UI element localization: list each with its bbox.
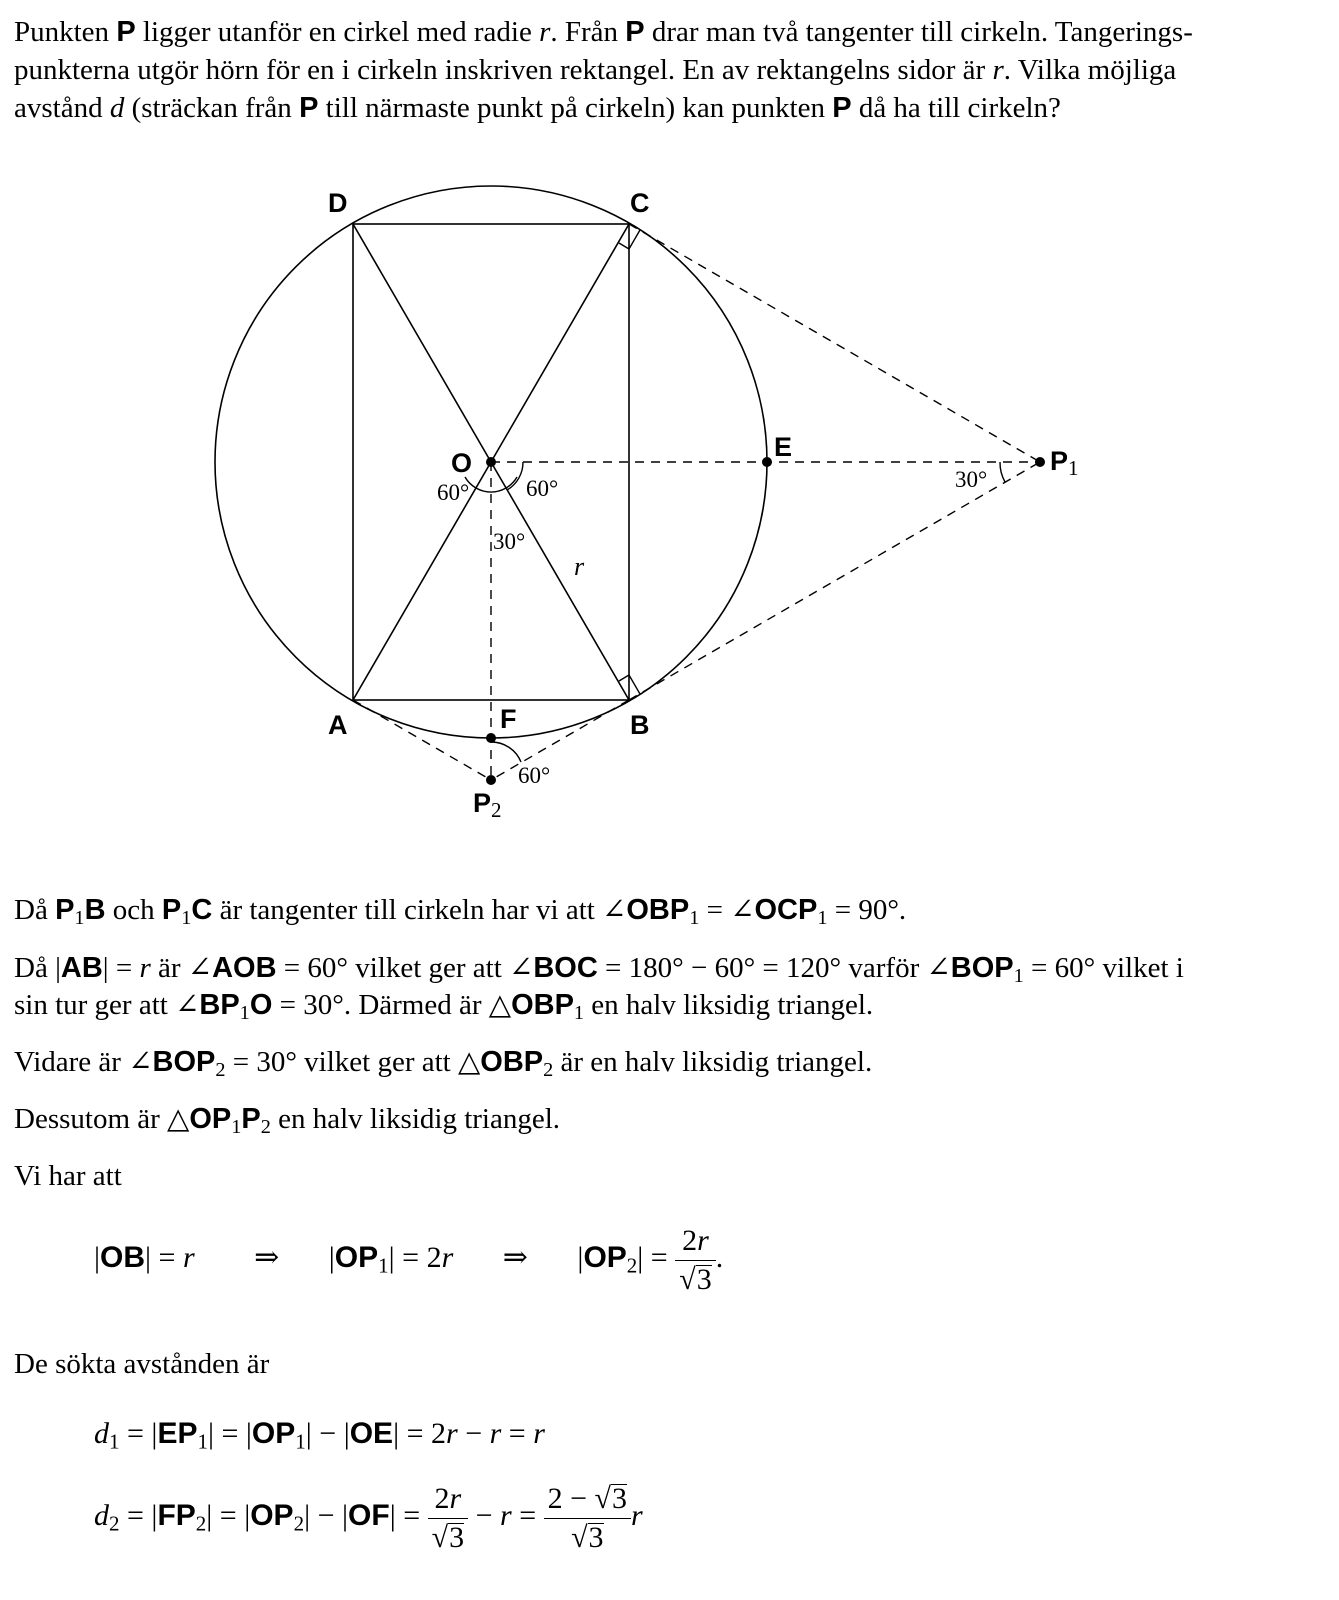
text: punkterna utgör hörn för en i cirkeln inskriven rektangel. En av rektangelns sidor är	[14, 54, 993, 86]
equation-chain: |OB| = r ⇒ $|OP_1| = 2r$ ⇒ $|OP_2|$ = $\frac{2r}{√3}$ .	[94, 1223, 724, 1296]
subscript: 1	[74, 907, 85, 930]
solution-line-5: Vi har att	[14, 1160, 122, 1192]
math-bold: C	[191, 894, 213, 926]
subscript: 1	[239, 1002, 250, 1025]
math-bold: OP	[334, 1241, 379, 1274]
math-var: d	[109, 92, 125, 124]
math-bold: OBP	[480, 1046, 544, 1078]
equation-d2: $d_2 = |FP_2| = |OP_2| - |OF|$ = $\frac{2r}{√3}$ − r = $\frac{2 - √3}{√3}$ r	[94, 1481, 643, 1554]
subscript: 1	[573, 1002, 585, 1025]
text: Dessutom är △	[14, 1103, 190, 1135]
angle-arc-f	[491, 742, 521, 762]
math-bold: OBP	[626, 894, 690, 926]
text: = 30°. Därmed är △	[272, 989, 512, 1021]
math-num: 2	[431, 1417, 446, 1450]
radicand: 3	[449, 1520, 465, 1554]
math-bold: B	[84, 894, 106, 926]
angle-arc-p1	[1000, 462, 1005, 482]
point-f	[486, 733, 496, 743]
math-bold: EP	[157, 1417, 198, 1450]
math-var: r	[533, 1417, 545, 1450]
math-bold: OB	[100, 1241, 146, 1274]
subscript: 2	[260, 1116, 271, 1139]
angle-p2: 60°	[518, 763, 551, 788]
text: är ∠	[150, 952, 213, 984]
text: en halv liksidig triangel.	[584, 989, 874, 1021]
label-d: D	[328, 188, 348, 218]
text: ligger utanför en cirkel med radie	[135, 16, 540, 48]
subscript: 1	[378, 1253, 389, 1278]
math-var: r	[446, 1417, 458, 1450]
radicand: 3	[612, 1481, 628, 1515]
subscript: 1	[197, 1429, 208, 1454]
subscript: 2	[293, 1511, 305, 1536]
subscript: 2	[109, 1511, 120, 1536]
subscript: 1	[689, 907, 700, 930]
math-bold: AOB	[212, 952, 277, 984]
math-bold: OP	[251, 1417, 296, 1450]
text: avstånd	[14, 92, 110, 124]
label-p1: P1	[1050, 446, 1079, 480]
math-bold: OF	[348, 1499, 390, 1532]
subscript: 1	[109, 1429, 120, 1454]
math-var: r	[992, 54, 1004, 86]
point-label: P	[625, 16, 645, 48]
point-o	[486, 457, 496, 467]
text: = 180° − 60° = 120° varför ∠	[597, 952, 951, 984]
math-bold: AB	[60, 952, 103, 984]
text: = 60° vilket i	[1023, 952, 1184, 984]
radicand: 3	[588, 1520, 604, 1554]
text: Vidare är ∠	[14, 1046, 153, 1078]
text: är tangenter till cirkeln har vi att ∠	[212, 894, 627, 926]
point-label: P	[116, 16, 136, 48]
math-num: 2	[426, 1241, 442, 1274]
fraction	[544, 1482, 631, 1555]
text: = 60° vilket ger att ∠	[276, 952, 534, 984]
point-label: P	[832, 92, 852, 124]
math-var: d	[94, 1417, 109, 1450]
text: sin tur ger att ∠	[14, 989, 200, 1021]
text: till närmaste punkt på cirkeln) kan punkten	[318, 92, 833, 124]
point-p1	[1035, 457, 1045, 467]
math-var: d	[94, 1499, 109, 1532]
solution-line-2a	[14, 950, 1184, 987]
subscript: 1	[1013, 965, 1024, 988]
math-var: r	[441, 1241, 454, 1274]
implies-arrow: ⇒	[254, 1241, 280, 1274]
math-var: r	[500, 1499, 512, 1532]
math-var: r	[539, 16, 551, 48]
subscript: 2	[195, 1511, 207, 1536]
text: en halv liksidig triangel.	[270, 1103, 561, 1135]
text: Då	[14, 894, 56, 926]
math-bold: P	[161, 894, 182, 926]
radicand: 3	[696, 1262, 712, 1296]
label-c: C	[630, 188, 650, 218]
text: Punkten	[14, 16, 117, 48]
math-bold: OBP	[511, 989, 574, 1021]
text: (sträckan från	[124, 92, 300, 124]
math-bold: OP	[250, 1499, 294, 1532]
label-b: B	[630, 710, 650, 740]
text: = 90°.	[827, 894, 907, 926]
sqrt: √3	[571, 1520, 604, 1554]
math-bold: BOP	[152, 1046, 216, 1078]
math-var: r	[631, 1499, 643, 1532]
label-o: O	[451, 448, 473, 478]
label-p2: P2	[473, 788, 502, 822]
sqrt: √3	[594, 1481, 628, 1515]
equation-d1: $d_1 = |EP_1| = |OP_1| - |OE| = 2r - r = r$	[94, 1417, 545, 1454]
math-bold: FP	[157, 1499, 196, 1532]
subscript: 2	[543, 1059, 554, 1082]
sqrt: √3	[679, 1262, 712, 1296]
math-var: r	[697, 1223, 709, 1257]
text: = 30° vilket ger att △	[225, 1046, 481, 1078]
math-bold: BP	[199, 989, 240, 1021]
label-f: F	[500, 704, 517, 734]
subscript: 1	[295, 1429, 306, 1454]
subscript: 2	[626, 1253, 638, 1278]
label-r: r	[574, 552, 585, 581]
subscript: 1	[231, 1116, 242, 1139]
math-bold: OCP	[754, 894, 818, 926]
text: drar man två tangenter till cirkeln. Tangerings-	[644, 16, 1193, 48]
math-var: r	[489, 1417, 502, 1450]
angle-o-right: 60°	[526, 476, 559, 501]
angle-p1: 30°	[955, 467, 988, 492]
math-num: 2	[682, 1223, 698, 1257]
solution-line-4	[14, 1101, 560, 1138]
math-num: 2 −	[547, 1481, 595, 1515]
solution-line-6: De sökta avstånden är	[14, 1348, 270, 1380]
math-bold: BOC	[533, 952, 598, 984]
point-e	[762, 457, 772, 467]
text: = ∠	[699, 894, 755, 926]
angle-o-left: 60°	[437, 480, 470, 505]
text: Då |	[14, 952, 61, 984]
solution-line-3	[14, 1044, 872, 1081]
math-bold: O	[249, 989, 273, 1021]
math-bold: P	[55, 894, 75, 926]
text: . Från	[550, 16, 626, 48]
math-var: r	[182, 1241, 195, 1274]
period: .	[715, 1241, 724, 1274]
math-num: 2	[434, 1481, 450, 1515]
point-p2	[486, 775, 496, 785]
solution-line-2b	[14, 987, 873, 1024]
text: . Vilka möjliga	[1003, 54, 1177, 86]
tangent-b-p1	[629, 462, 1040, 700]
math-bold: OP	[583, 1241, 627, 1274]
subscript: 1	[817, 907, 828, 930]
math-bold: P	[241, 1103, 261, 1135]
subscript: 1	[181, 907, 192, 930]
fraction	[428, 1482, 468, 1555]
text: och	[105, 894, 162, 926]
point-label: P	[299, 92, 319, 124]
solution-line-1	[14, 892, 906, 929]
math-var: r	[449, 1481, 462, 1515]
implies-arrow: ⇒	[502, 1241, 528, 1274]
math-bold: OE	[349, 1417, 394, 1450]
tangent-a-p2	[353, 700, 491, 780]
text: är en halv liksidig triangel.	[553, 1046, 873, 1078]
math-var: r	[139, 952, 151, 984]
math-bold: BOP	[950, 952, 1014, 984]
math-bold: OP	[189, 1103, 232, 1135]
label-a: A	[328, 710, 348, 740]
angle-o-below: 30°	[493, 529, 526, 554]
label-e: E	[774, 432, 793, 462]
sqrt: √3	[431, 1520, 465, 1554]
text: då ha till cirkeln?	[851, 92, 1061, 124]
text: | =	[102, 952, 140, 984]
tangent-c-p1	[629, 224, 1040, 462]
fraction	[675, 1224, 715, 1297]
subscript: 2	[215, 1059, 226, 1082]
